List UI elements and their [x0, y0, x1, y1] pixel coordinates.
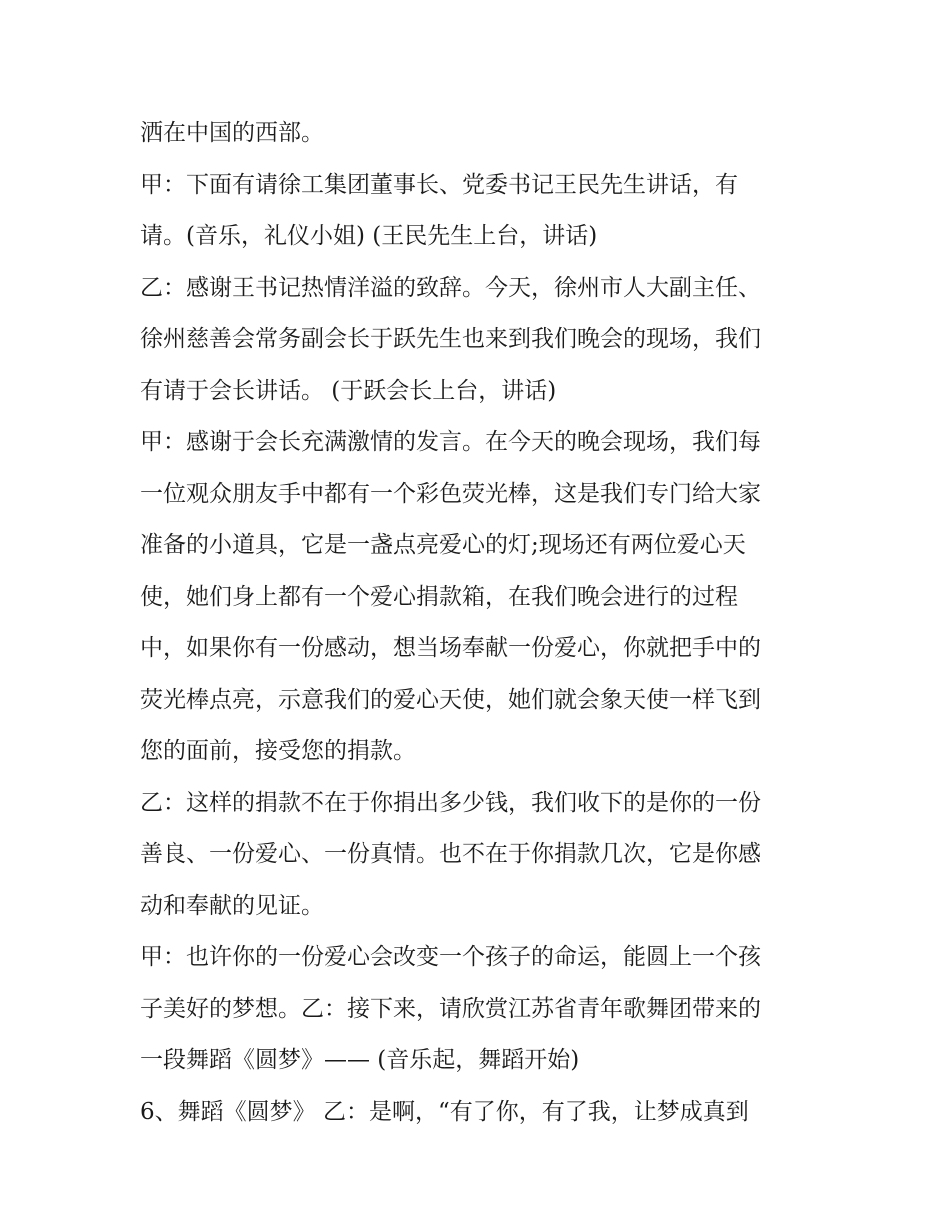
text-line: 荧光棒点亮，示意我们的爱心天使，她们就会象天使一样飞到	[140, 686, 761, 713]
text-line: 6、舞蹈《圆梦》 乙：是啊，“有了你，有了我，让梦成真到	[140, 1098, 749, 1125]
text-line: 准备的小道具，它是一盏点亮爱心的灯;现场还有两位爱心天	[140, 532, 746, 558]
text-line: 善良、一份爱心、一份真情。也不在于你捐款几次，它是你感	[140, 841, 761, 867]
text-line: 有请于会长讲话。 (于跃会长上台，讲话)	[140, 377, 557, 404]
text-line: 中，如果你有一份感动，想当场奉献一份爱心，你就把手中的	[140, 635, 761, 661]
document-body	[140, 108, 830, 1138]
text-line: 徐州慈善会常务副会长于跃先生也来到我们晚会的现场，我们	[140, 326, 761, 352]
text-line: 乙：感谢王书记热情洋溢的致辞。今天，徐州市人大副主任、	[140, 274, 761, 301]
text-line: 使，她们身上都有一个爱心捐款箱，在我们晚会进行的过程	[140, 583, 738, 610]
text-line: 动和奉献的见证。	[140, 892, 324, 919]
text-line: 一段舞蹈《圆梦》—— (音乐起，舞蹈开始)	[140, 1047, 580, 1073]
text-line: 子美好的梦想。乙：接下来，请欣赏江苏省青年歌舞团带来的	[140, 995, 761, 1022]
text-line: 一位观众朋友手中都有一个彩色荧光棒，这是我们专门给大家	[140, 480, 761, 507]
text-line: 请。(音乐，礼仪小姐) (王民先生上台，讲话)	[140, 223, 598, 249]
text-line: 您的面前，接受您的捐款。	[140, 738, 416, 764]
text-line: 甲：感谢于会长充满激情的发言。在今天的晚会现场，我们每	[140, 429, 761, 455]
text-line: 甲：也许你的一份爱心会改变一个孩子的命运，能圆上一个孩	[140, 944, 761, 970]
text-line: 甲：下面有请徐工集团董事长、党委书记王民先生讲话，有	[140, 171, 738, 198]
text-line: 洒在中国的西部。	[140, 120, 324, 146]
text-line: 乙：这样的捐款不在于你捐出多少钱，我们收下的是你的一份	[140, 789, 761, 816]
